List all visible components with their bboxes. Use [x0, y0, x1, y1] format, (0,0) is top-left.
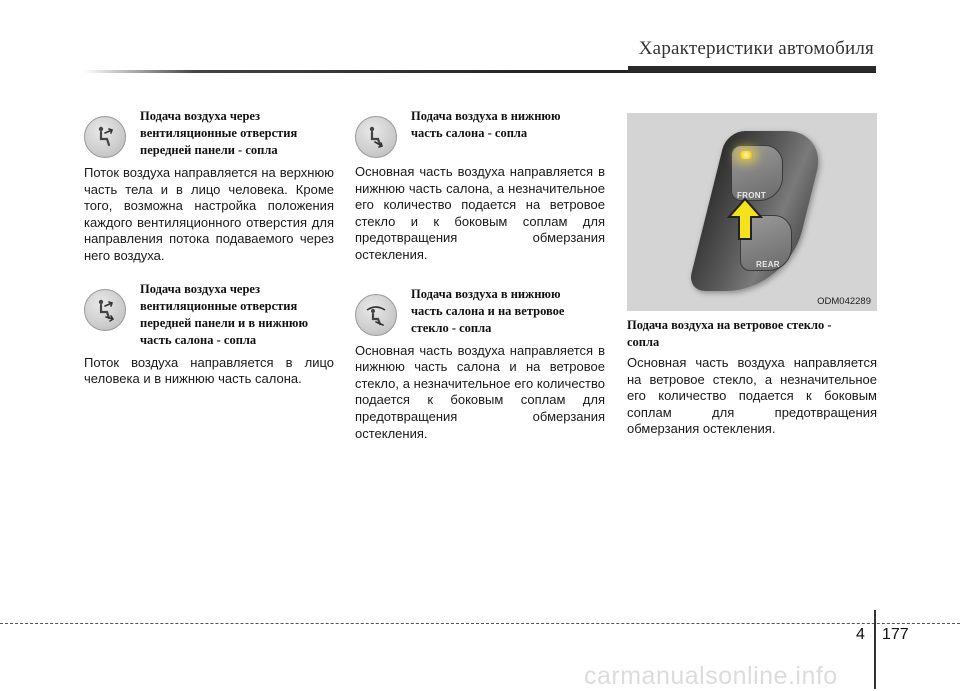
- mode-title-face-floor: Подача воздуха через вентиляционные отверстия передней панели и в нижнюю часть салона - сопла: [140, 281, 309, 347]
- header-rule-accent: [628, 66, 876, 72]
- mode-description-face: Поток воздуха направляется на верхнюю часть тела и в лицо человека. Кроме того, возможна настройка положения каждого вентиляционного отверстия для направления потока подаваемого через него воздуха.: [84, 165, 334, 263]
- column-right: [627, 113, 877, 438]
- column-middle: [355, 108, 605, 442]
- mode-description-face-floor: Поток воздуха направляется в лицо человека и в нижнюю часть салона.: [84, 354, 334, 387]
- mode-description-floor-defrost: Основная часть воздуха направляется в нижнюю часть салона и на ветровое стекло, а незначительное его количество подается к боковым соплам для предотвращения обмерзания остекления.: [355, 342, 605, 441]
- airflow-floor-icon: [355, 116, 397, 158]
- defrost-mode-description: Основная часть воздуха направляется на ветровое стекло, а незначительное его количество подается к боковым соплам для предотвращения обмерзания остекления.: [627, 355, 877, 437]
- pointer-arrow-icon: [727, 197, 763, 241]
- image-code: ODM042289: [817, 296, 871, 307]
- mode-section-floor-defrost: [355, 286, 605, 443]
- mode-section-face-floor: [84, 281, 334, 388]
- airflow-face-floor-icon: [84, 289, 126, 331]
- footer-divider: [874, 610, 876, 689]
- chapter-number: 4: [856, 626, 865, 643]
- mode-title-floor-defrost: Подача воздуха в нижнюю часть салона и на ветровое стекло - сопла: [411, 286, 565, 335]
- page-header-title: Характеристики автомобиля: [638, 38, 874, 59]
- column-left: [84, 108, 334, 388]
- mode-description-floor: Основная часть воздуха направляется в нижнюю часть салона, а незначительное его количество подается на ветровое стекло и к боковым соплам для предотвращения обмерзания остекления.: [355, 164, 605, 262]
- defrost-mode-title: Подача воздуха на ветровое стекло - сопла: [627, 318, 832, 349]
- footer-rule: [0, 623, 960, 624]
- mode-section-floor: [355, 108, 605, 264]
- indicator-lamp: [739, 151, 753, 159]
- rear-button-label: REAR: [756, 260, 780, 269]
- mode-title-floor: Подача воздуха в нижнюю часть салона - сопла: [411, 109, 561, 140]
- airflow-floor-defrost-icon: [355, 294, 397, 336]
- mode-section-face: [84, 108, 334, 265]
- mode-title-face: Подача воздуха через вентиляционные отверстия передней панели - сопла: [140, 109, 298, 157]
- watermark: carmanualsonline.info: [584, 662, 838, 690]
- front-button-label: FRONT: [737, 191, 767, 200]
- defrost-button-photo: [627, 113, 877, 311]
- airflow-face-icon: [84, 116, 126, 158]
- page-number: 177: [882, 626, 909, 643]
